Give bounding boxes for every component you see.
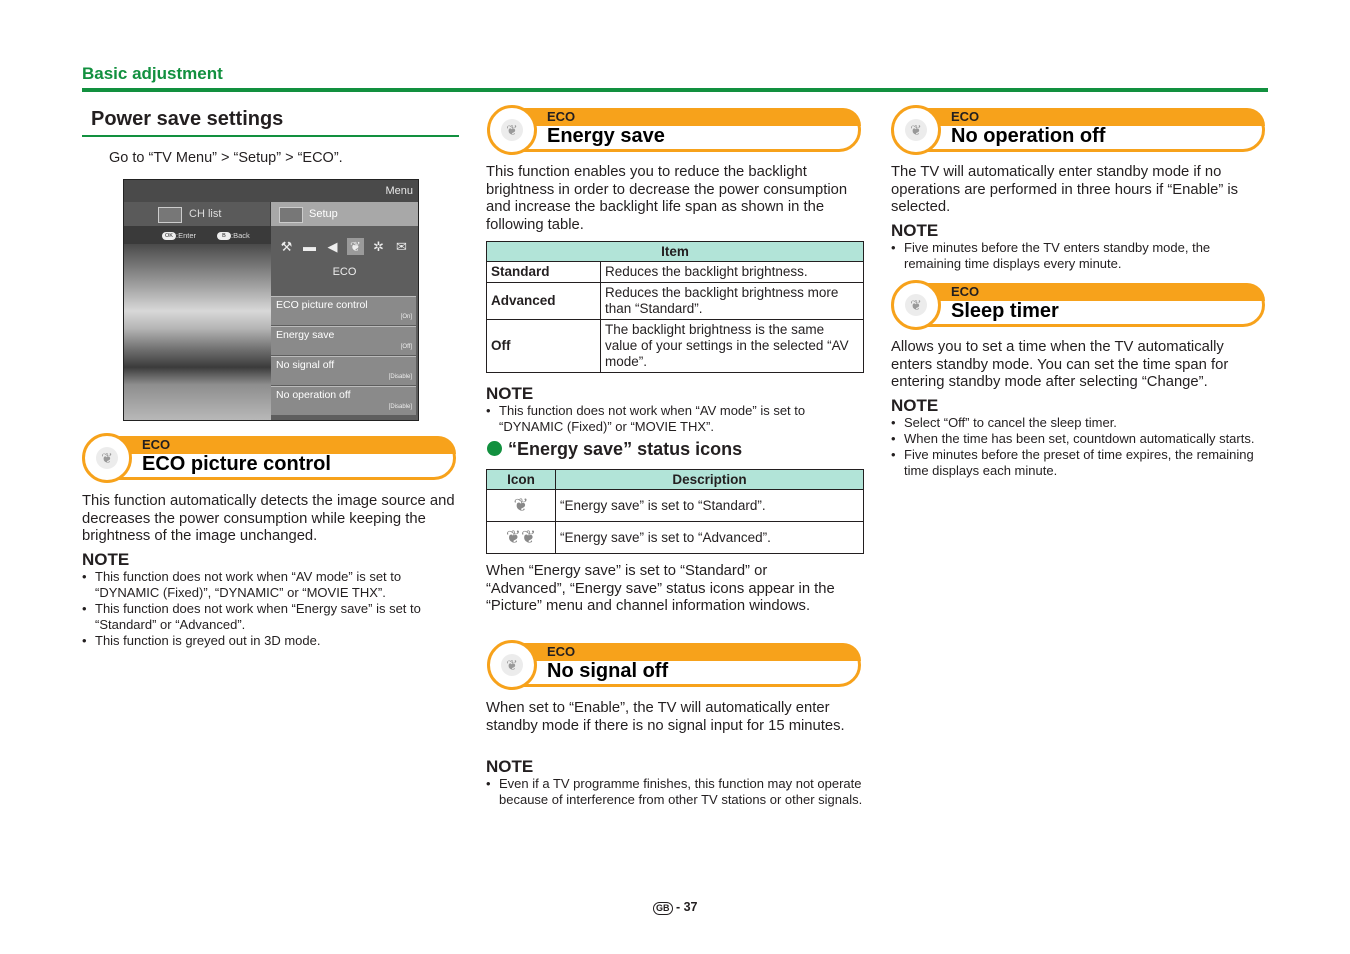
sleep-timer-title: Sleep timer xyxy=(951,300,1059,322)
section-heading: Basic adjustment xyxy=(82,64,223,83)
row-value: [Disable] xyxy=(388,404,412,410)
leaf-standard-icon: ❦ xyxy=(513,494,529,515)
eco-leaf-icon: ❦ xyxy=(905,294,927,316)
table-row xyxy=(487,490,864,522)
eco-tag: ECO xyxy=(547,109,576,124)
ch-list-icon xyxy=(158,207,182,223)
note-item: • Select “Off” to cancel the sleep timer. xyxy=(891,415,1266,431)
tv-tab-ch-list xyxy=(124,202,270,226)
note-item: • This function does not work when “AV mode” is set to “DYNAMIC (Fixed)”, “DYNAMIC” or “MOVIE THX”. xyxy=(82,569,458,601)
row-value: [Disable] xyxy=(388,374,412,380)
tv-tab-setup xyxy=(271,202,418,226)
sleep-timer-text: Allows you to set a time when the TV automatically enters standby mode. You can set the time span for entering standby mode after selecting “Change”. xyxy=(891,339,1229,391)
note-heading: NOTE xyxy=(891,396,939,415)
no-signal-text: When set to “Enable”, the TV will automatically enter standby mode if there is no signal input for 15 minutes. xyxy=(486,700,845,734)
tv-menu-illustration xyxy=(123,179,419,421)
back-button-icon: B xyxy=(217,232,231,240)
note-item: • Five minutes before the preset of time expires, the remaining time displays each minute. xyxy=(891,447,1266,479)
row-value: [Off] xyxy=(400,344,412,350)
speaker-icon: ◀ xyxy=(327,239,338,254)
status-icons-text: When “Energy save” is set to “Standard” or “Advanced”, “Energy save” status icons appear in the “Picture” menu and channel information windows. xyxy=(486,563,835,615)
no-operation-notes xyxy=(891,240,1266,272)
no-operation-off-header xyxy=(891,108,1265,152)
hint-back: :Back xyxy=(231,231,250,240)
table-row xyxy=(487,320,864,373)
wrench-icon: ⚒ xyxy=(280,239,293,254)
sleep-timer-notes xyxy=(891,415,1266,479)
eco-leaf-icon: ❦ xyxy=(96,447,118,469)
no-operation-off-title: No operation off xyxy=(951,125,1106,147)
note-heading: NOTE xyxy=(82,550,130,569)
note-heading: NOTE xyxy=(486,757,534,776)
menu-path-text: Go to “TV Menu” > “Setup” > “ECO”. xyxy=(109,150,343,166)
eco-tag: ECO xyxy=(142,437,171,452)
note-heading: NOTE xyxy=(486,384,534,403)
tv-menu-row xyxy=(271,356,416,385)
row-desc: Reduces the backlight brightness. xyxy=(601,262,864,283)
ok-button-icon: OK xyxy=(162,232,176,240)
eco-picture-notes xyxy=(82,569,458,649)
landscape-photo xyxy=(124,244,271,420)
no-signal-off-header xyxy=(487,643,861,687)
eco-tag: ECO xyxy=(547,644,576,659)
table-row xyxy=(487,522,864,554)
row-desc: Reduces the backlight brightness more than “Standard”. xyxy=(601,283,864,320)
tv-hint-bar xyxy=(124,226,271,244)
leaf-advanced-icon: ❦❦ xyxy=(505,526,537,547)
page-number: GB - 37 xyxy=(653,900,698,915)
eco-picture-control-header xyxy=(82,436,456,480)
row-item: Advanced xyxy=(487,283,601,320)
hint-enter: :Enter xyxy=(176,231,197,240)
table-row xyxy=(487,283,864,320)
no-signal-notes xyxy=(486,776,864,808)
screen-icon: ▬ xyxy=(303,239,316,254)
status-icons-heading: “Energy save” status icons xyxy=(508,439,743,459)
eco-picture-text: This function automatically detects the image source and decreases the power consumption while keeping the brightness of the image unchanged. xyxy=(82,493,455,545)
section-rule xyxy=(82,88,1268,92)
note-item: • Even if a TV programme finishes, this function may not operate because of interference from other TV stations or other signals. xyxy=(486,776,864,808)
row-name: ECO picture control xyxy=(276,299,368,311)
mail-icon: ✉ xyxy=(396,239,407,254)
gear-icon: ✲ xyxy=(373,239,384,254)
tv-eco-label: ECO xyxy=(332,266,357,278)
energy-save-table xyxy=(486,241,864,373)
energy-save-notes xyxy=(486,403,864,435)
tv-menu-row xyxy=(271,326,416,355)
tv-menu-bar xyxy=(124,180,418,202)
eco-leaf-icon: ❦ xyxy=(905,119,927,141)
energy-save-text: This function enables you to reduce the backlight brightness in order to decrease the power consumption and increase the backlight life span as shown in the following table. xyxy=(486,164,848,233)
note-item: • Five minutes before the TV enters standby mode, the remaining time displays every minute. xyxy=(891,240,1266,272)
table-header: Item xyxy=(487,242,864,262)
eco-tag: ECO xyxy=(951,109,980,124)
title-rule xyxy=(82,135,459,137)
note-item: • This function is greyed out in 3D mode. xyxy=(82,633,458,649)
status-icons-table xyxy=(486,469,864,554)
row-desc: “Energy save” is set to “Standard”. xyxy=(556,490,864,522)
tv-menu-row xyxy=(271,386,416,415)
table-header: Description xyxy=(556,470,864,490)
energy-save-header xyxy=(487,108,861,152)
row-name: No operation off xyxy=(276,389,351,401)
eco-leaf-icon: ❦ xyxy=(501,119,523,141)
tv-menu-label: Menu xyxy=(385,185,413,197)
tv-tab-setup-label: Setup xyxy=(309,208,338,220)
region-badge: GB xyxy=(653,902,673,915)
note-item: • This function does not work when “AV mode” is set to “DYNAMIC (Fixed)” or “MOVIE THX”. xyxy=(486,403,864,435)
row-name: Energy save xyxy=(276,329,335,341)
eco-leaf-icon: ❦ xyxy=(347,238,364,255)
page-number-value: 37 xyxy=(683,900,698,914)
eco-picture-control-title: ECO picture control xyxy=(142,453,331,475)
eco-leaf-icon: ❦ xyxy=(501,654,523,676)
energy-save-title: Energy save xyxy=(547,125,665,147)
note-heading: NOTE xyxy=(891,221,939,240)
page-title: Power save settings xyxy=(91,108,284,130)
row-item: Standard xyxy=(487,262,601,283)
row-desc: “Energy save” is set to “Advanced”. xyxy=(556,522,864,554)
eco-tag: ECO xyxy=(951,284,980,299)
setup-icon xyxy=(279,207,303,223)
table-row xyxy=(487,262,864,283)
tv-setup-icons xyxy=(271,236,418,260)
tv-menu-row xyxy=(271,296,416,325)
row-name: No signal off xyxy=(276,359,335,371)
row-item: Off xyxy=(487,320,601,373)
no-signal-off-title: No signal off xyxy=(547,660,669,682)
tv-tab-ch-list-label: CH list xyxy=(189,208,222,220)
row-value: [On] xyxy=(400,314,412,320)
row-desc: The backlight brightness is the same value of your settings in the selected “AV mode”. xyxy=(601,320,864,373)
note-item: • When the time has been set, countdown automatically starts. xyxy=(891,431,1266,447)
note-item: • This function does not work when “Energy save” is set to “Standard” or “Advanced”. xyxy=(82,601,458,633)
bullet-dot-icon xyxy=(487,441,502,456)
no-operation-text: The TV will automatically enter standby mode if no operations are performed in three hours if “Enable” is selected. xyxy=(891,164,1239,216)
table-header: Icon xyxy=(487,470,556,490)
sleep-timer-header xyxy=(891,283,1265,327)
